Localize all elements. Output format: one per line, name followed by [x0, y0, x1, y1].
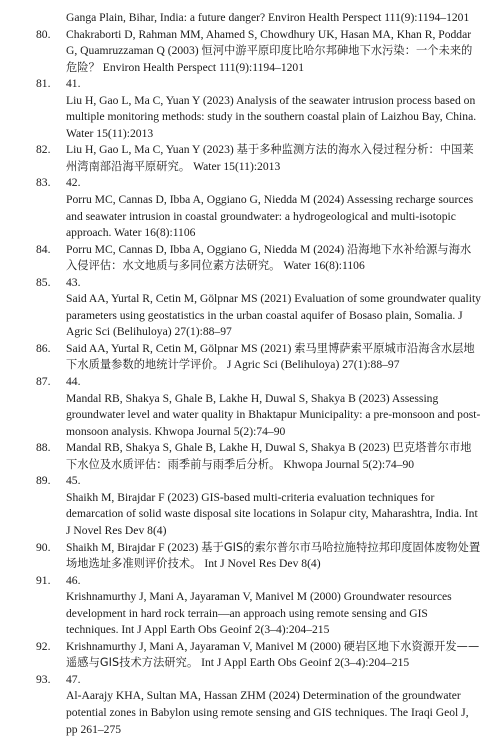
reference-text	[66, 341, 482, 374]
reference-number: 80.	[36, 27, 51, 41]
reference-text	[66, 688, 482, 738]
reference-text	[66, 76, 482, 93]
reference-number: 81.	[36, 77, 51, 91]
reference-text-latin: 43.	[66, 275, 81, 289]
reference-text-latin: Porru MC, Cannas D, Ibba A, Oggiano G, Niedda M (2024) Assessing recharge sources and seawater intrusion in coastal groundwater: a hydrogeological and multi-isotopic approach. Water 16(8):1106	[66, 193, 474, 240]
reference-entry	[36, 672, 482, 689]
reference-text-latin: Mandal RB, Shakya S, Ghale B, Lakhe H, Duwal S, Shakya B (2023)	[66, 441, 393, 455]
reference-entry	[36, 374, 482, 391]
reference-text-latin: Liu H, Gao L, Ma C, Yuan Y (2023) Analysis of the seawater intrusion process based on multiple monitoring methods: study in the southern coastal plain of Laizhou Bay, China. Water 15(11):2013	[66, 93, 477, 140]
reference-text	[66, 589, 482, 639]
reference-entry	[36, 142, 482, 175]
reference-text-latin: 42.	[66, 176, 81, 190]
reference-text-latin: Shaikh M, Birajdar F (2023)	[66, 540, 202, 554]
reference-text-journal: Water 16(8):1106	[280, 259, 365, 273]
reference-text-latin: 41.	[66, 77, 81, 91]
reference-text-latin: Liu H, Gao L, Ma C, Yuan Y (2023)	[66, 143, 237, 157]
reference-text	[66, 192, 482, 242]
reference-number: 89.	[36, 474, 51, 488]
reference-text	[66, 27, 482, 77]
reference-text-chinese: 硬岩区地下水资源开发——遥感与GIS技术方法研究。	[66, 639, 480, 670]
reference-text	[66, 440, 482, 473]
reference-entry	[66, 688, 482, 738]
reference-number: 84.	[36, 242, 51, 256]
reference-number: 82.	[36, 143, 51, 157]
reference-text-journal: J Agric Sci (Belihuloya) 27(1):88–97	[224, 358, 400, 372]
reference-number: 88.	[36, 441, 51, 455]
reference-number: 92.	[36, 639, 51, 653]
reference-text	[66, 391, 482, 441]
reference-text	[66, 142, 482, 175]
reference-entry	[36, 76, 482, 93]
reference-entry	[36, 175, 482, 192]
reference-text	[66, 672, 482, 689]
reference-number: 83.	[36, 176, 51, 190]
reference-text-latin: Krishnamurthy J, Mani A, Jayaraman V, Manivel M (2000) Groundwater resources development in hard rock terrain—an approach using remote sensing and GIS techniques. Int J Appl Earth Obs Geoinf 2(3–4):204–215	[66, 590, 452, 637]
reference-text-latin: 45.	[66, 474, 81, 488]
reference-text-journal: Int J Appl Earth Obs Geoinf 2(3–4):204–215	[198, 656, 410, 670]
reference-text	[66, 490, 482, 540]
reference-text-latin: 46.	[66, 573, 81, 587]
reference-entry	[66, 589, 482, 639]
reference-text-chinese: 恒河中游平原印度比哈尔邦砷地下水污染：一个未来的危险？	[66, 44, 473, 74]
reference-entry	[66, 93, 482, 143]
reference-number: 85.	[36, 275, 51, 289]
reference-text	[66, 639, 482, 672]
reference-entry	[66, 291, 482, 341]
reference-text-chinese: 索马里博萨索平原城市沿海含水层地下水质量参数的地统计学评价。	[66, 341, 475, 372]
reference-text-chinese: 巴克塔普尔市地下水位及水质评估：雨季前与雨季后分析。	[66, 441, 472, 471]
reference-text-journal: Water 15(11):2013	[190, 159, 281, 173]
reference-entry	[36, 275, 482, 292]
reference-entry	[66, 490, 482, 540]
reference-text	[66, 175, 482, 192]
reference-text	[66, 291, 482, 341]
reference-text-chinese: 基于GIS的索尔普尔市马哈拉施特拉邦印度固体废物处置场地选址多准则评价技术。	[66, 540, 481, 571]
reference-text-journal: Environ Health Perspect 111(9):1194–1201	[99, 60, 305, 74]
reference-text	[66, 275, 482, 292]
reference-text	[66, 93, 482, 143]
reference-entry	[36, 473, 482, 490]
reference-entry	[36, 540, 482, 573]
reference-entry	[66, 391, 482, 441]
reference-text-chinese: 基于多种监测方法的海水入侵过程分析：中国莱州湾南部沿海平原研究。	[66, 143, 474, 173]
reference-entry	[36, 27, 482, 77]
reference-text-latin: Krishnamurthy J, Mani A, Jayaraman V, Manivel M (2000)	[66, 639, 344, 653]
reference-number: 86.	[36, 341, 51, 355]
reference-text-latin: Porru MC, Cannas D, Ibba A, Oggiano G, Niedda M (2024)	[66, 242, 348, 256]
reference-text-latin: Chakraborti D, Rahman MM, Ahamed S, Chowdhury UK, Hasan MA, Khan R, Poddar G, Quamruzzaman Q (2003)	[66, 27, 472, 58]
reference-number: 90.	[36, 540, 51, 554]
reference-list	[36, 27, 482, 738]
reference-text	[66, 540, 482, 573]
reference-entry	[66, 192, 482, 242]
reference-text-journal: Khwopa Journal 5(2):74–90	[280, 457, 415, 471]
reference-entry	[36, 242, 482, 275]
reference-text-latin: Al-Aarajy KHA, Sultan MA, Hassan ZHM (2024) Determination of the groundwater potential zones in Babylon using remote sensing and GIS techniques. The Iraqi Geol J, pp 261–275	[66, 689, 469, 736]
reference-text-chinese: 沿海地下水补给源与海水入侵评估：水文地质与多同位素方法研究。	[66, 242, 472, 273]
reference-entry	[36, 639, 482, 672]
reference-text-latin: 44.	[66, 375, 81, 389]
reference-entry	[36, 341, 482, 374]
lead-text: Ganga Plain, Bihar, India: a future danger? Environ Health Perspect 111(9):1194–1201	[66, 11, 470, 24]
reference-text-latin: Said AA, Yurtal R, Cetin M, Gölpnar MS (2021)	[66, 341, 295, 355]
reference-number: 87.	[36, 375, 51, 389]
reference-text-latin: Shaikh M, Birajdar F (2023) GIS-based multi-criteria evaluation techniques for demarcation of solid waste disposal site locations in Solapur city, Maharashtra, India. Int J Novel Res Dev 8(4)	[66, 490, 478, 537]
reference-text-latin: Said AA, Yurtal R, Cetin M, Gölpnar MS (2021) Evaluation of some groundwater quality parameters using geostatistics in the urban coastal aquifer of Bosaso plain, Somalia. J Agric Sci (Belihuloya) 27(1):88–97	[66, 292, 481, 339]
reference-number: 91.	[36, 573, 51, 587]
reference-text-latin: 47.	[66, 672, 81, 686]
reference-text	[66, 573, 482, 590]
reference-text	[66, 374, 482, 391]
lead-continuation	[66, 10, 482, 27]
reference-text	[66, 242, 482, 275]
reference-text-journal: Int J Novel Res Dev 8(4)	[201, 557, 321, 571]
reference-entry	[36, 573, 482, 590]
reference-entry	[36, 440, 482, 473]
reference-text	[66, 473, 482, 490]
reference-text-latin: Mandal RB, Shakya S, Ghale B, Lakhe H, Duwal S, Shakya B (2023) Assessing groundwater level and water quality in Bhaktapur Municipality: a pre-monsoon and post-monsoon analysis. Khwopa Journal 5(2):74–90	[66, 391, 481, 438]
reference-number: 93.	[36, 672, 51, 686]
